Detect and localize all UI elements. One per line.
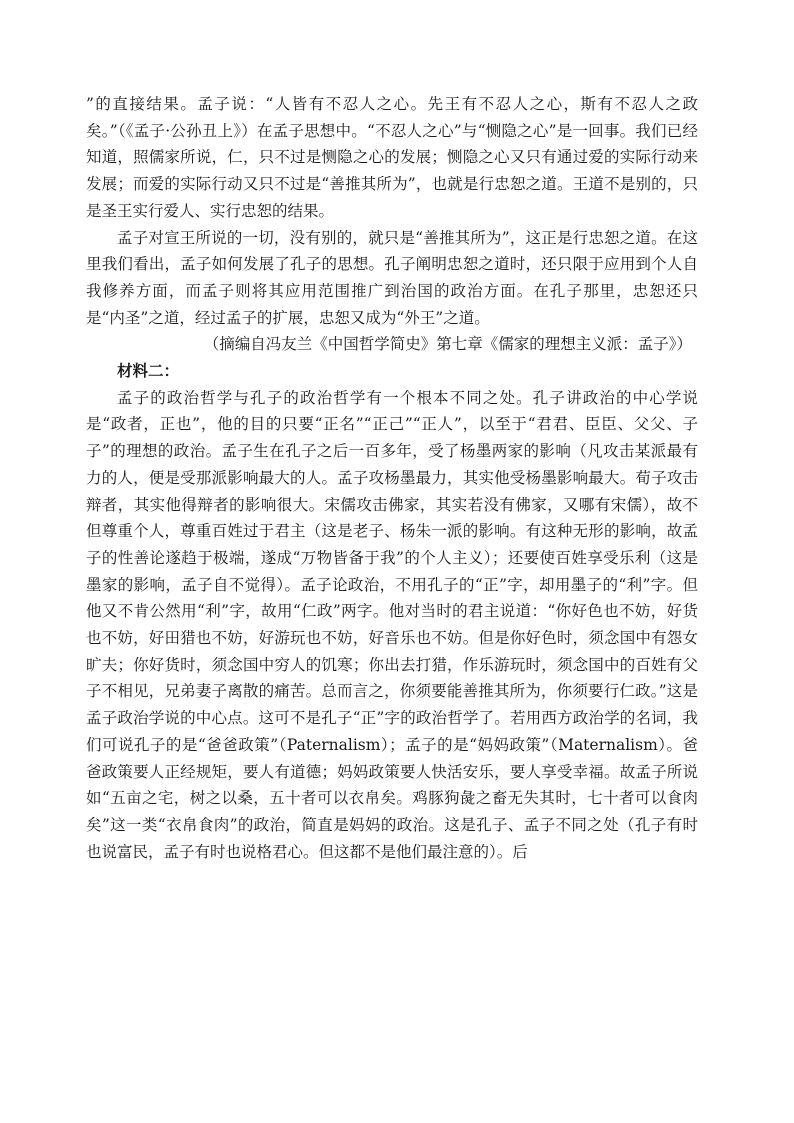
paragraph-3: 孟子的政治哲学与孔子的政治哲学有一个根本不同之处。孔子讲政治的中心学说是“政者，正也”，他的目的只要“正名”“正己”“正人”，以至于“君君、臣臣、父父、子子”的理想的政治。孟子生在孔子之后一百多年，受了杨墨两家的影响（凡攻击某派最有力的人，便是受那派影响最大的人。孟子攻杨墨最力，其实他受杨墨影响最大。荀子攻击辩者，其实他得辩者的影响很大。宋儒攻击佛家，其实若没有佛家，又哪有宋儒），故不但尊重个人，尊重百姓过于君主（这是老子、杨朱一派的影响。有这种无形的影响，故孟子的性善论遂趋于极端，遂成“万物皆备于我”的个人主义）；还要使百姓享受乐利（这是墨家的影响，孟子自不觉得）。孟子论政治，不用孔子的“正”字，却用墨子的“利”字。但他又不肯公然用“利”字，故用“仁政”两字。他对当时的君主说道：“你好色也不妨，好货也不妨，好田猎也不妨，好游玩也不妨，好音乐也不妨。但是你好色时，须念国中有怨女旷夫；你好货时，须念国中穷人的饥寒；你出去打猎，作乐游玩时，须念国中的百姓有父子不相见，兄弟妻子离散的痛苦。总而言之，你须要能善推其所为，你须要行仁政。”这是孟子政治学说的中心点。这可不是孔子“正”字的政治哲学了。若用西方政治学的名词，我们可说孔子的是“爸爸政策”（Paternalism）；孟子的是“妈妈政策”（Maternalism）。爸爸政策要人正经规矩，要人有道德；妈妈政策要人快活安乐，要人享受幸福。故孟子所说如“五亩之宅，树之以桑，五十者可以衣帛矣。鸡豚狗彘之畜无失其时，七十者可以食肉矣”这一类“衣帛食肉”的政治，简直是妈妈的政治。这是孔子、孟子不同之处（孔子有时也说富民，孟子有时也说格君心。但这都不是他们最注意的）。后: [86, 388, 698, 861]
section-heading: 材料二：: [117, 361, 180, 381]
source-citation: （摘编自冯友兰《中国哲学简史》第七章《儒家的理想主义派：孟子》）: [203, 335, 692, 354]
paragraph-2: 孟子对宣王所说的一切，没有别的，就只是“善推其所为”，这正是行忠恕之道。在这里我们看出，孟子如何发展了孔子的思想。孔子阐明忠恕之道时，还只限于应用到个人自我修养方面，而孟子则将其应用范围推广到治国的政治方面。在孔子那里，忠恕还只是“内圣”之道，经过孟子的扩展，忠恕又成为“外王”之道。: [86, 228, 698, 327]
paragraph-1: ”的直接结果。孟子说：“人皆有不忍人之心。先王有不忍人之心，斯有不忍人之政矣。”（《孟子·公孙丑上》）在孟子思想中。“不忍人之心”与“恻隐之心”是一回事。我们已经知道，照儒家所说，仁，只不过是恻隐之心的发展；恻隐之心又只有通过爱的实际行动来发展；而爱的实际行动又只不过是“善推其所为”，也就是行忠恕之道。王道不是别的，只是圣王实行爱人、实行忠恕的结果。: [86, 95, 698, 220]
document-page: [86, 91, 698, 865]
